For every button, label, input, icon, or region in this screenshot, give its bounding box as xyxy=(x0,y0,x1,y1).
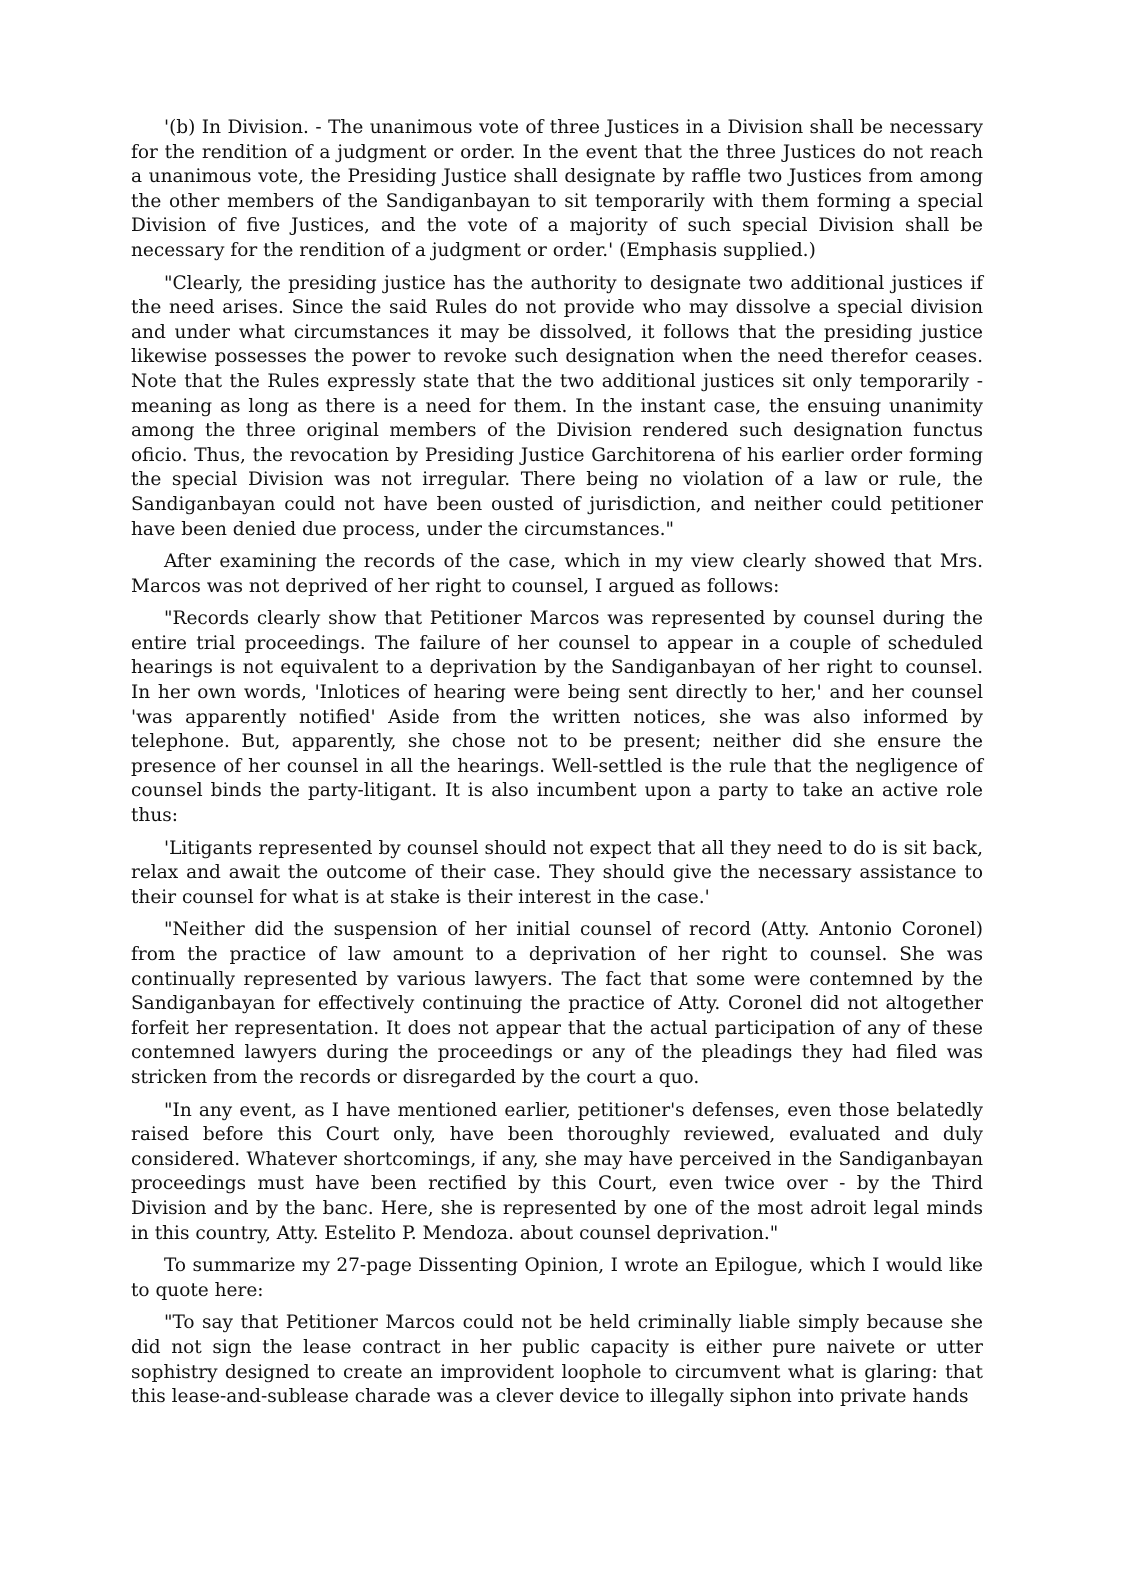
paragraph-litigants-quote: 'Litigants represented by counsel should not expect that all they need to do is sit back, relax and await the outcome of their case. They should give the necessary assistance to their counsel for what is at stake is their interest in the case.' xyxy=(131,837,983,908)
paragraph-epilogue-intro: To summarize my 27-page Dissenting Opinion, I wrote an Epilogue, which I would like to quote here: xyxy=(131,1255,983,1301)
paragraph-suspension-of-counsel: "Neither did the suspension of her initial counsel of record (Atty. Antonio Coronel) from the practice of law amount to a deprivation of her right to counsel. She was continually represented by various lawyers. The fact that some were contemned by the Sandiganbayan for effectively continuing the practice of Atty. Coronel did not altogether forfeit her representation. It does not appear that the actual participation of any of these contemned lawyers during the proceedings or any of the pleadings they had filed was stricken from the records or disregarded by the court a quo. xyxy=(131,919,983,1088)
document-page xyxy=(131,116,983,1418)
paragraph-defenses-reviewed: "In any event, as I have mentioned earlier, petitioner's defenses, even those belatedly raised before this Court only, have been thoroughly reviewed, evaluated and duly considered. Whatever shortcomings, if any, she may have perceived in the Sandiganbayan proceedings must have been rectified by this Court, even twice over - by the Third Division and by the banc. Here, she is represented by one of the most adroit legal minds in this country, Atty. Estelito P. Mendoza. about counsel deprivation." xyxy=(131,1099,983,1244)
paragraph-represented-by-counsel: "Records clearly show that Petitioner Marcos was represented by counsel during the entire trial proceedings. The failure of her counsel to appear in a couple of scheduled hearings is not equivalent to a deprivation by the Sandiganbayan of her right to counsel. In her own words, 'Inlotices of hearing were being sent directly to her,' and her counsel 'was apparently notified' Aside from the written notices, she was also informed by telephone. But, apparently, she chose not to be present; neither did she ensure the presence of her counsel in all the hearings. Well-settled is the rule that the negligence of counsel binds the party-litigant. It is also incumbent upon a party to take an active role thus: xyxy=(131,608,983,827)
paragraph-records-intro: After examining the records of the case, which in my view clearly showed that Mrs. Marcos was not deprived of her right to counsel, I argued as follows: xyxy=(131,551,983,597)
paragraph-epilogue-quote: "To say that Petitioner Marcos could not be held criminally liable simply because she did not sign the lease contract in her public capacity is either pure naivete or utter sophistry designed to create an improvident loophole to circumvent what is glaring: that this lease-and-sublease charade was a clever device to illegally siphon into private hands xyxy=(131,1312,983,1408)
paragraph-rule-division: '(b) In Division. - The unanimous vote of three Justices in a Division shall be necessary for the rendition of a judgment or order. In the event that the three Justices do not reach a unanimous vote, the Presiding Justice shall designate by raffle two Justices from among the other members of the Sandiganbayan to sit temporarily with them forming a special Division of five Justices, and the vote of a majority of such special Division shall be necessary for the rendition of a judgment or order.' (Emphasis supplied.) xyxy=(131,117,983,261)
paragraph-presiding-justice-authority: "Clearly, the presiding justice has the authority to designate two additional justices if the need arises. Since the said Rules do not provide who may dissolve a special division and under what circumstances it may be dissolved, it follows that the presiding justice likewise possesses the power to revoke such designation when the need therefor ceases. Note that the Rules expressly state that the two additional justices sit only temporarily - meaning as long as there is a need for them. In the instant case, the ensuing unanimity among the three original members of the Division rendered such designation functus oficio. Thus, the revocation by Presiding Justice Garchitorena of his earlier order forming the special Division was not irregular. There being no violation of a law or rule, the Sandiganbayan could not have been ousted of jurisdiction, and neither could petitioner have been denied due process, under the circumstances." xyxy=(131,272,983,540)
